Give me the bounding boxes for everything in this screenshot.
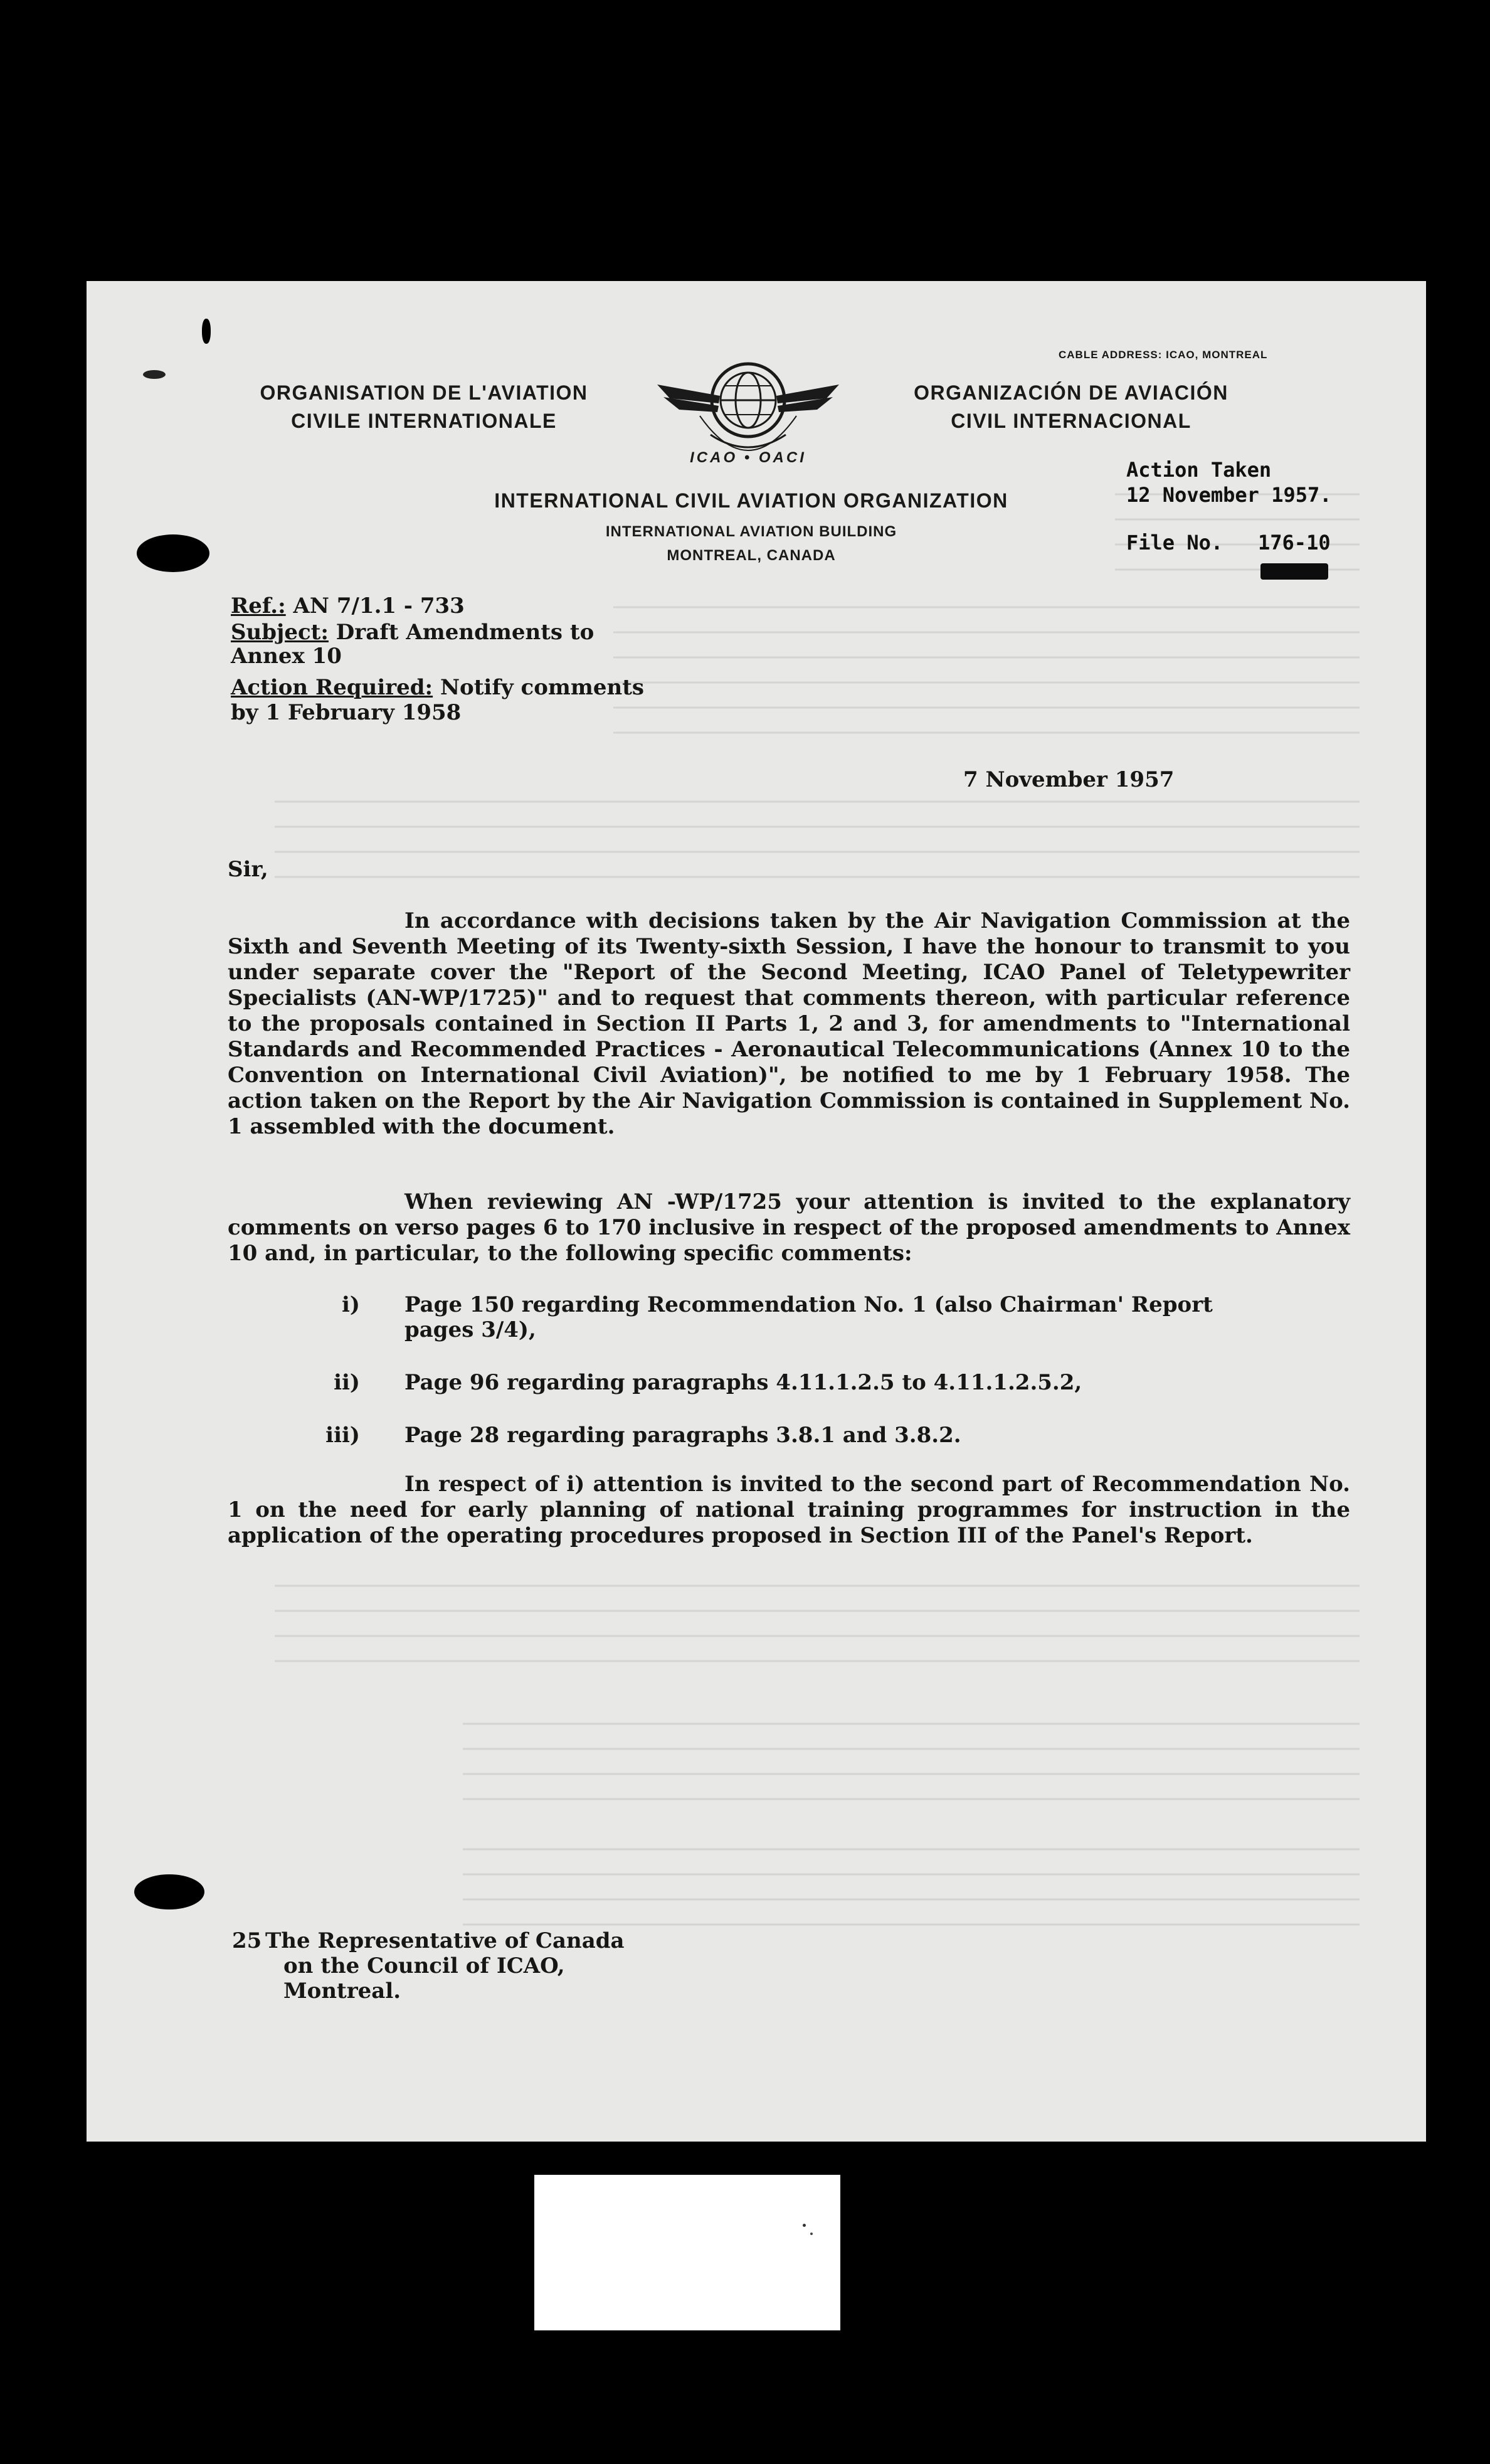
emblem-label: ICAO • OACI [690, 449, 806, 466]
ref-value: AN 7/1.1 - 733 [293, 593, 465, 619]
redaction-mark [1260, 563, 1328, 580]
ink-mark [202, 319, 211, 344]
action-required-label: Action Required: [231, 675, 433, 700]
item-1-text-line2: pages 3/4), [404, 1317, 536, 1342]
body-paragraph-3: In respect of i) attention is invited to the second part of Recommendation No. 1 on the need for early planning of national training programmes for instruction in the application of the operating procedures proposed in Section III of the Panel's Report. [228, 1472, 1350, 1548]
ink-mark-small [143, 370, 166, 379]
city-name: MONTREAL, CANADA [667, 547, 836, 564]
action-required-line [231, 675, 644, 700]
org-name-spanish-line2: CIVIL INTERNACIONAL [951, 410, 1191, 432]
file-number-value: 176-10 [1258, 531, 1331, 555]
item-2-number: ii) [334, 1370, 360, 1395]
subject-label: Subject: [231, 620, 329, 645]
subject-line [231, 620, 594, 645]
item-1-number: i) [341, 1292, 360, 1317]
action-taken-stamp-date: 12 November 1957. [1126, 483, 1332, 507]
file-number-label: File No. [1126, 531, 1223, 555]
cable-address: CABLE ADDRESS: ICAO, MONTREAL [1059, 349, 1268, 361]
card-speck [803, 2224, 806, 2227]
item-1-text: Page 150 regarding Recommendation No. 1 (also Chairman' Report [404, 1292, 1213, 1317]
item-3-number: iii) [325, 1423, 360, 1448]
punch-hole-top [137, 534, 209, 572]
item-3-text: Page 28 regarding paragraphs 3.8.1 and 3.8.2. [404, 1423, 961, 1448]
letter-page [87, 281, 1426, 2142]
subject-value: Draft Amendments to [336, 620, 594, 645]
item-2-text: Page 96 regarding paragraphs 4.11.1.2.5 to 4.11.1.2.5.2, [404, 1370, 1082, 1395]
addressee-line3: Montreal. [283, 1978, 401, 2004]
addressee-line1: The Representative of Canada [265, 1928, 625, 1953]
body-paragraph-1: In accordance with decisions taken by the Air Navigation Commission at the Sixth and Seventh Meeting of its Twenty-sixth Session, I have the honour to transmit to you under separate cover the "Report of the Second Meeting, ICAO Panel of Teletypewriter Specialists (AN-WP/1725)" and to request that comments thereon, with particular reference to the proposals contained in Section II Parts 1, 2 and 3, for amendments to "International Standards and Recommended Practices - Aeronautical Telecommunications (Annex 10 to the Convention on International Civil Aviation)", be notified to me by 1 February 1958. The action taken on the Report by the Air Navigation Commission is contained in Supplement No. 1 assembled with the document. [228, 908, 1350, 1139]
action-required-value: Notify comments [440, 675, 645, 700]
org-name-french-line2: CIVILE INTERNATIONALE [291, 410, 557, 432]
org-name-english: INTERNATIONAL CIVIL AVIATION ORGANIZATION [494, 489, 1008, 512]
ref-line [231, 593, 465, 619]
salutation: Sir, [228, 857, 268, 882]
addressee-line2: on the Council of ICAO, [283, 1953, 565, 1978]
body-paragraph-2: When reviewing AN -WP/1725 your attention is invited to the explanatory comments on verso pages 6 to 170 inclusive in respect of the proposed amendments to Annex 10 and, in particular, to the following specific comments: [228, 1189, 1350, 1266]
action-required-value-line2: by 1 February 1958 [231, 700, 462, 725]
card-speck [810, 2233, 813, 2235]
action-taken-stamp-line1: Action Taken [1126, 458, 1272, 482]
ref-label: Ref.: [231, 593, 286, 619]
punch-hole-bottom [134, 1874, 204, 1909]
subject-value-line2: Annex 10 [231, 644, 342, 669]
blank-card [534, 2175, 840, 2330]
org-name-french-line1: ORGANISATION DE L'AVIATION [260, 381, 588, 404]
building-name: INTERNATIONAL AVIATION BUILDING [605, 523, 897, 540]
letter-date: 7 November 1957 [963, 767, 1175, 792]
addressee-number: 25 [232, 1928, 262, 1953]
org-name-spanish-line1: ORGANIZACIÓN DE AVIACIÓN [914, 381, 1228, 404]
